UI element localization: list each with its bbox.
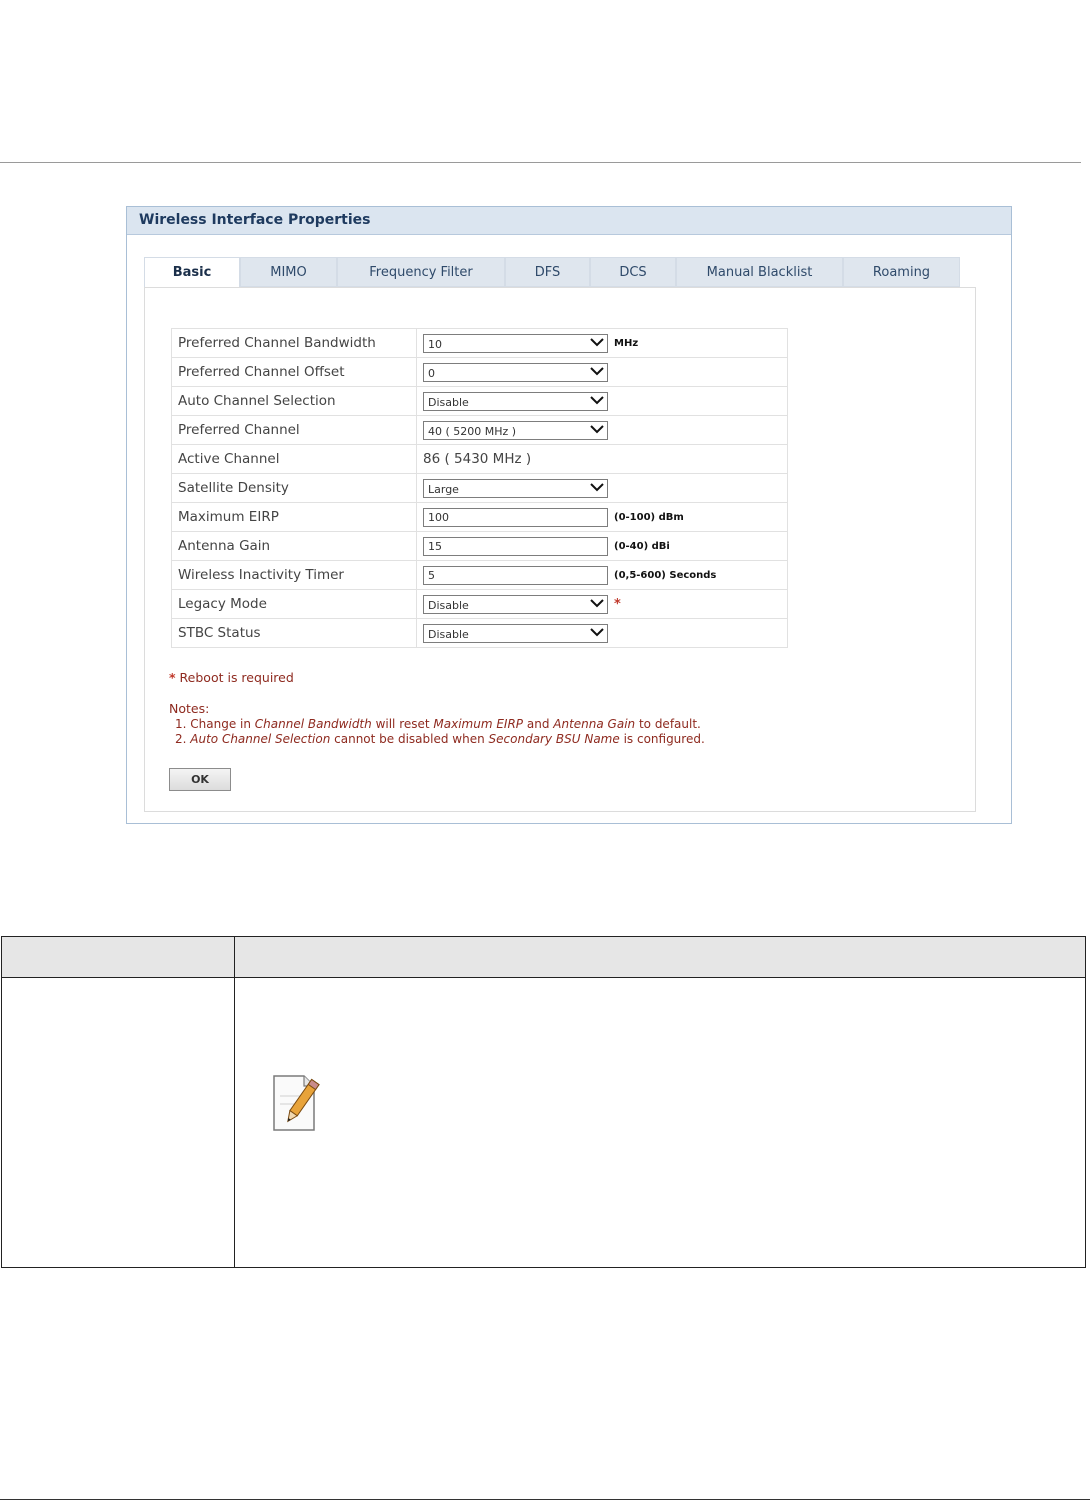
note-2: 2. Auto Channel Selection cannot be disabled when Secondary BSU Name is configured. [175,732,705,746]
notes-list [175,717,705,747]
field-value-cell [417,358,788,387]
chevron-down-icon [590,597,604,612]
field-value-cell [417,387,788,416]
form-row-maximum-eirp [172,503,788,532]
table-header-row [2,937,1085,978]
top-divider [0,162,1081,163]
preferred-channel-bandwidth-select[interactable] [423,334,608,353]
field-label: Preferred Channel Bandwidth [172,329,417,358]
form-row-preferred-channel-bandwidth [172,329,788,358]
wireless-interface-properties-panel [126,206,1012,824]
select-value: Disable [428,395,469,409]
field-wrapper [423,624,608,643]
tab-basic[interactable]: Basic [144,257,240,289]
tab-frequency-filter[interactable]: Frequency Filter [337,257,505,287]
note-1: 1. Change in Channel Bandwidth will reset Maximum EIRP and Antenna Gain to default. [175,717,701,731]
preferred-channel-offset-select[interactable] [423,363,608,382]
field-value-cell [417,532,788,561]
field-label: Wireless Inactivity Timer [172,561,417,590]
notes-title: Notes: [169,701,210,716]
unit-label: (0-100) dBm [614,511,684,523]
field-wrapper [423,363,608,382]
tab-mimo[interactable]: MIMO [240,257,337,287]
field-label: Preferred Channel Offset [172,358,417,387]
form-row-active-channel [172,445,788,474]
field-wrapper [423,392,608,411]
field-value-cell [417,416,788,445]
field-value-cell [417,445,788,474]
chevron-down-icon [590,365,604,380]
reboot-star: * [169,670,176,685]
preferred-channel-select[interactable] [423,421,608,440]
column-divider [234,937,235,1267]
basic-settings-table [171,328,788,648]
field-value-cell [417,474,788,503]
field-wrapper [423,508,684,527]
select-value: Large [428,482,459,496]
satellite-density-select[interactable] [423,479,608,498]
tab-dcs[interactable]: DCS [590,257,676,287]
legacy-mode-select[interactable] [423,595,608,614]
form-row-antenna-gain [172,532,788,561]
chevron-down-icon [590,626,604,641]
field-label: STBC Status [172,619,417,648]
tab-dfs[interactable]: DFS [505,257,590,287]
unit-label: MHz [614,337,639,349]
reboot-text: Reboot is required [179,670,294,685]
unit-label: (0-40) dBi [614,540,670,552]
select-value: Disable [428,627,469,641]
parameter-description-table [1,936,1086,1268]
chevron-down-icon [590,481,604,496]
select-value: Disable [428,598,469,612]
chevron-down-icon [590,336,604,351]
ok-button[interactable]: OK [169,768,231,791]
field-value-cell [417,503,788,532]
select-value: 40 ( 5200 MHz ) [428,424,517,438]
panel-title: Wireless Interface Properties [127,207,1011,235]
select-value: 10 [428,337,442,351]
bottom-divider [0,1499,1090,1500]
field-label: Maximum EIRP [172,503,417,532]
field-label: Preferred Channel [172,416,417,445]
field-value-cell [417,590,788,619]
reboot-required-marker: * [614,596,621,612]
tab-roaming[interactable]: Roaming [843,257,960,287]
auto-channel-selection-select[interactable] [423,392,608,411]
unit-label: (0,5-600) Seconds [614,569,717,581]
field-wrapper [423,451,531,467]
antenna-gain-input[interactable]: 15 [423,537,608,556]
tab-content [144,287,976,812]
form-row-wireless-inactivity-timer [172,561,788,590]
field-wrapper [423,334,638,353]
field-value-cell [417,619,788,648]
active-channel-value: 86 ( 5430 MHz ) [423,451,532,467]
stbc-status-select[interactable] [423,624,608,643]
field-wrapper [423,537,670,556]
field-value-cell [417,561,788,590]
field-value-cell [417,329,788,358]
field-wrapper [423,566,716,585]
form-row-preferred-channel-offset [172,358,788,387]
field-label: Active Channel [172,445,417,474]
wireless-inactivity-timer-input[interactable]: 5 [423,566,608,585]
tab-manual-blacklist[interactable]: Manual Blacklist [676,257,843,287]
field-wrapper [423,595,621,614]
field-label: Auto Channel Selection [172,387,417,416]
chevron-down-icon [590,394,604,409]
chevron-down-icon [590,423,604,438]
field-label: Legacy Mode [172,590,417,619]
field-label: Antenna Gain [172,532,417,561]
form-row-auto-channel-selection [172,387,788,416]
reboot-note [169,670,294,685]
form-row-preferred-channel [172,416,788,445]
field-wrapper [423,421,608,440]
form-row-stbc-status [172,619,788,648]
form-row-satellite-density [172,474,788,503]
maximum-eirp-input[interactable]: 100 [423,508,608,527]
form-row-legacy-mode [172,590,788,619]
field-wrapper [423,479,608,498]
note-pencil-icon [272,1074,322,1132]
field-label: Satellite Density [172,474,417,503]
select-value: 0 [428,366,435,380]
